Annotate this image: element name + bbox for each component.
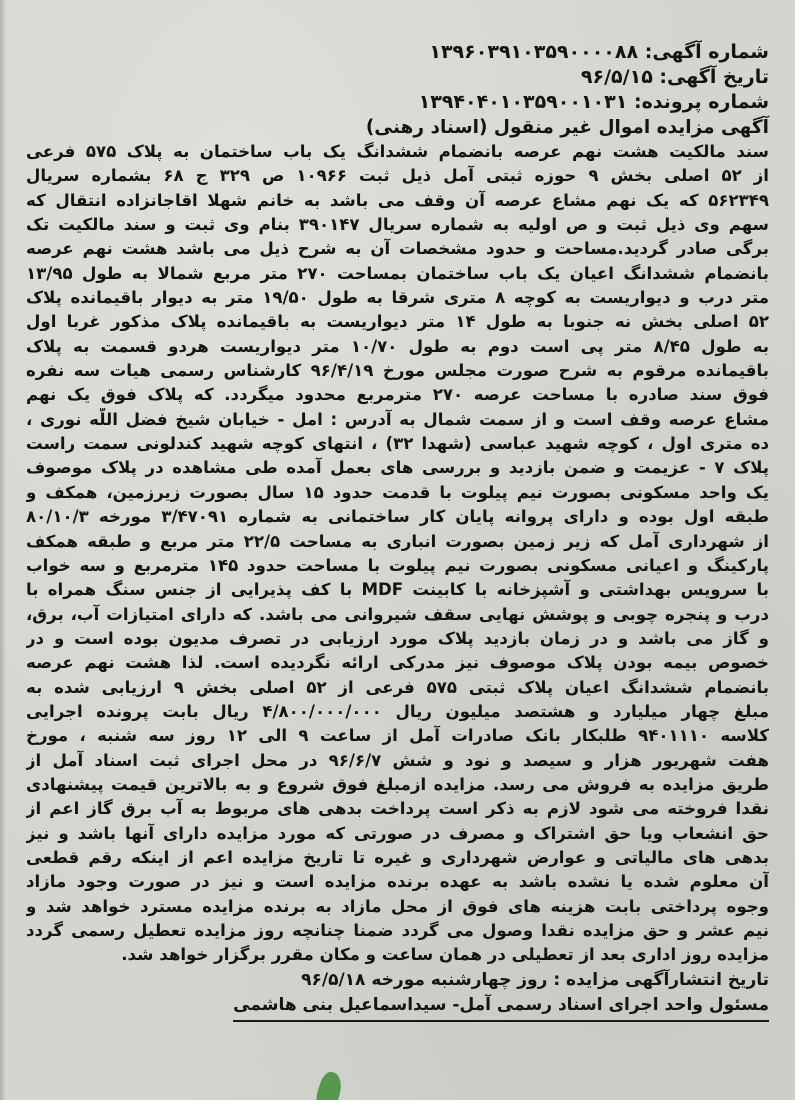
body-line: از ۵۲ اصلی بخش ۹ حوزه ثبتی آمل ذیل ثبت ۱۰۹۶۶ ص ۳۲۹ ج ۶۸ بشماره سریال: [26, 166, 769, 186]
green-ink-mark: [312, 1070, 345, 1100]
body-line: بانضمام ششدانگ اعیان پلاک ثبتی ۵۷۵ فرعی از ۵۲ اصلی بخش ۹ ارزیابی شده به: [26, 677, 769, 697]
body-line: به طول ۸/۴۵ متر پی است دوم به طول ۱۰/۷۰ متر دیواریست هردو قسمت به پلاک: [26, 336, 769, 356]
ad-date-label: تاریخ آگهی:: [659, 66, 769, 88]
ad-number: ۱۳۹۶۰۳۹۱۰۳۵۹۰۰۰۰۸۸: [429, 41, 639, 63]
case-number: ۱۳۹۴۰۴۰۱۰۳۵۹۰۰۱۰۳۱: [418, 91, 628, 113]
body-line: حق انشعاب ویا حق اشتراک و مصرف در صورتی که مورد مزایده دارای آنها باشد و نیز: [26, 823, 769, 843]
notice-body: [26, 140, 769, 968]
body-line: کلاسه ۹۴۰۱۱۱۰ طلبکار بانک صادرات آمل از ساعت ۹ الی ۱۲ روز سه شنبه ، مورخ: [26, 726, 769, 746]
body-line: خصوص بیمه بودن پلاک موصوف نیز مدرکی ارائه نگردیده است. لذا هشت نهم عرصه: [26, 653, 769, 673]
body-line: مبلغ چهار میلیارد و هشتصد میلیون ریال ۴/۸۰۰/۰۰۰/۰۰۰ ریال بابت پرونده اجرایی: [26, 701, 769, 721]
body-line: ۵۲ اصلی بخش نه جنوبا به طول ۱۴ متر دیواریست به باقیمانده پلاک مذکور غربا اول: [26, 312, 769, 332]
body-line: وجوه پرداختی بابت هزینه های فوق از محل مازاد به برنده مزایده مسترد خواهد شد و: [26, 896, 769, 916]
body-line: از شهرداری آمل که زیر زمین بصورت انباری به مساحت ۲۲/۵ متر مربع و طبقه همکف: [26, 531, 769, 551]
body-line: فوق سند صادره با مساحت عرصه ۲۷۰ مترمربع محدود میگردد. که پلاک فوق یک نهم: [26, 385, 769, 405]
notice-title: آگهی مزایده اموال غیر منقول (اسناد رهنی): [365, 117, 769, 138]
body-line: نقدا فروخته می شود لازم به ذکر است پرداخت بدهی های مربوط به آب برق گاز اعم از: [26, 799, 769, 819]
body-line: برگی صادر گردید.مساحت و حدود مشخصات آن به شرح ذیل می باشد هشت نهم عرصه: [26, 239, 769, 259]
ad-number-line: [26, 40, 769, 65]
responsible-wrapper: [26, 993, 769, 1022]
responsible-officer: مسئول واحد اجرای اسناد رسمی آمل- سیداسماعیل بنی هاشمی: [233, 993, 769, 1022]
body-line: نیم عشر و حق مزایده نقدا وصول می گردد ضمنا چنانچه روز مزایده تعطیل رسمی گردد: [26, 921, 769, 940]
ad-date-line: [26, 65, 769, 90]
body-line: یک واحد مسکونی بصورت نیم پیلوت با قدمت حدود ۱۵ سال بصورت زیرزمین، همکف و: [26, 482, 769, 502]
body-line: هفت شهریور هزار و سیصد و نود و شش ۹۶/۶/۷ در محل اجرای ثبت اسناد آمل از: [26, 750, 769, 770]
body-line: بدهی های مالیاتی و عوارض شهرداری و غیره تا تاریخ مزایده اعم از اینکه رقم قطعی: [26, 847, 769, 867]
body-line: پارکینگ و اعیانی مسکونی بصورت نیم پیلوت با مساحت حدود ۱۴۵ مترمربع و سه خواب: [26, 555, 769, 575]
body-line: ۵۶۲۳۴۹ که یک نهم مشاع عرصه آن وقف می باشد به خانم شهلا اقاجانزاده انتقال که: [26, 190, 769, 210]
body-line: مزایده روز اداری بعد از تعطیلی در همان ساعت و مکان مقرر برگزار خواهد شد.: [121, 945, 769, 965]
body-line: ده متری اول ، کوچه شهید عباسی (شهدا ۳۲) ، انتهای کوچه شهید کندلونی سمت راست: [26, 434, 769, 454]
ad-number-label: شماره آگهی:: [644, 41, 769, 63]
body-line: پلاک ۷ - عزیمت و ضمن بازدید و بررسی های بعمل آمده طی مشاهده در پلاک موصوف: [26, 458, 769, 478]
body-line: مشاع عرصه وقف است و از سمت شمال به آدرس : امل - خیابان شیخ فضل اللّه نوری ،: [26, 409, 769, 429]
paper-fold-shadow: [0, 0, 6, 1100]
publish-date-line: تاریخ انتشارآگهی مزایده : روز چهارشنبه مورخه ۹۶/۵/۱۸: [301, 969, 769, 990]
body-line: طبقه اول بوده و دارای پروانه پایان کار ساختمانی به شماره ۳/۴۷۰۹۱ مورخه ۸۰/۱۰/۳: [26, 507, 769, 527]
body-line: طریق مزایده به فروش می رسد. مزایده ازمبلغ فوق شروع و به بالاترین قیمت پیشنهادی: [26, 774, 769, 794]
body-line: سهم وی ذیل ثبت و ص اولیه به شماره سریال ۳۹۰۱۴۷ بنام وی ثبت و سند مالکیت تک: [26, 215, 769, 235]
body-line: با سرویس بهداشتی و آشپزخانه با کابینت MDF با کف پذیرایی از جنس سنگ همراه با: [26, 580, 769, 600]
body-line: بانضمام ششدانگ اعیان یک باب ساختمان بمساحت ۲۷۰ متر مربع شمالا به طول ۱۳/۹۵: [26, 263, 769, 283]
body-line: آن معلوم شده یا نشده باشد به عهده برنده مزایده است و نیز در صورت وجود مازاد: [26, 872, 769, 892]
body-line: باقیمانده مرقوم به شرح صورت مجلس مورخ ۹۶/۴/۱۹ کارشناس رسمی هیات سه نفره: [26, 361, 769, 381]
body-line: درب و پنجره چوبی و پوشش نهایی سقف شیروانی می باشد. که دارای امتیازات آب، برق،: [26, 604, 769, 624]
body-line: سند مالکیت هشت نهم عرصه بانضمام ششدانگ یک باب ساختمان به پلاک ۵۷۵ فرعی: [26, 142, 769, 161]
case-number-line: [26, 90, 769, 115]
body-line: و گاز می باشد و در زمان بازدید پلاک مورد ارزیابی در تصرف مدیون بوده است و در: [26, 628, 769, 648]
body-line: متر درب و دیواریست به کوچه ۸ متری شرقا به طول ۱۹/۵۰ متر به دیوار باقیمانده پلاک: [26, 288, 769, 308]
ad-date: ۹۶/۵/۱۵: [580, 66, 653, 88]
case-number-label: شماره پرونده:: [633, 91, 769, 113]
